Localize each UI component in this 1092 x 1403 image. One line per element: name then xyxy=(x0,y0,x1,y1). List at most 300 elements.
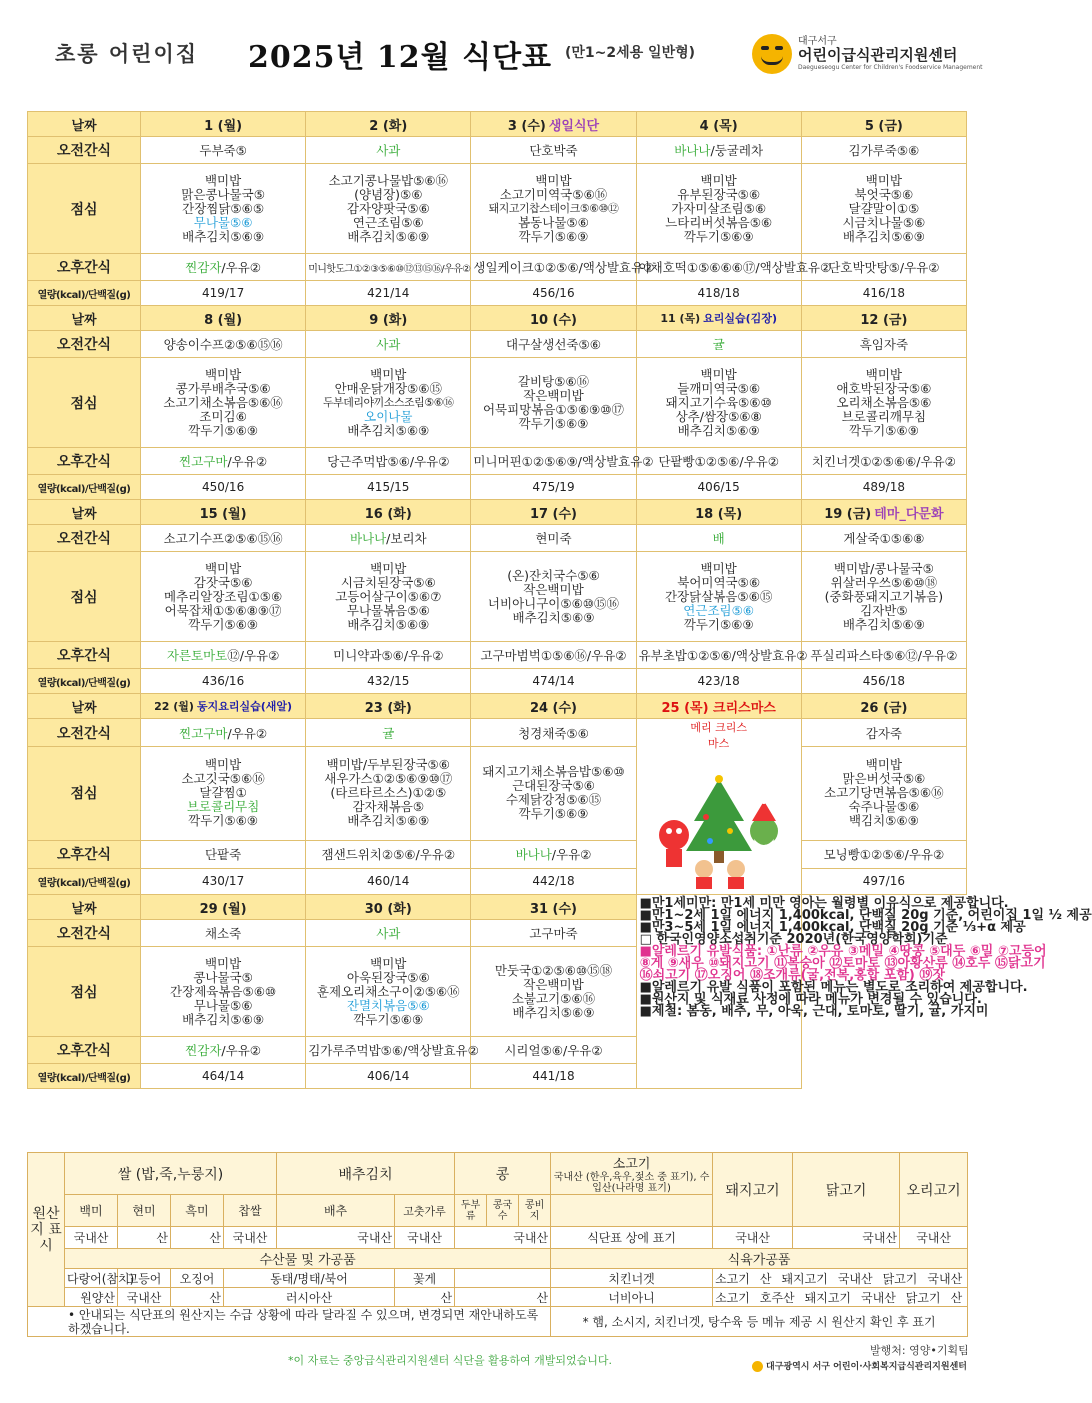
date-cell xyxy=(306,694,471,719)
lunch-item: 조미김⑥ xyxy=(199,408,247,424)
am-snack-text: 단호박죽 xyxy=(529,143,578,158)
lunch-item: 작은백미밥 xyxy=(523,976,584,992)
center-logo-icon xyxy=(752,1361,763,1372)
pm-snack-label: 오후간식 xyxy=(28,840,141,868)
pm-snack-cell xyxy=(636,642,808,669)
notice-line: ■만3~5세 1일 에너지 1,400kcal, 단백질 20g 기준 ⅓+α 제공 xyxy=(639,920,1026,935)
origin-notice-right: * 햄, 소시지, 치킨너겟, 탕수육 등 메뉴 제공 시 원산지 확인 후 표기 xyxy=(551,1307,968,1337)
pm-snack-cell xyxy=(801,840,966,868)
pm-snack-cell xyxy=(141,254,306,281)
lunch-item: 백미밥/콩나물국⑤ xyxy=(833,560,934,576)
am-snack-cell xyxy=(801,137,966,164)
lunch-item: 깍두기⑤⑥⑨ xyxy=(188,422,259,438)
pm-snack-text: 모닝빵①②⑤⑥/우유② xyxy=(823,847,945,863)
page-header xyxy=(0,0,992,100)
am-snack-item: 찐고구마 xyxy=(179,725,228,741)
am-snack-text: 양송이수프②⑤⑥⑮⑯ xyxy=(163,337,283,352)
am-snack-text: 감자죽 xyxy=(865,725,902,741)
lunch-item: 백미밥 xyxy=(204,955,242,971)
lunch-item: 깍두기⑤⑥⑨ xyxy=(353,1011,424,1027)
am-snack-text: 사과 xyxy=(376,337,401,352)
lunch-item: 백미밥 xyxy=(370,366,407,382)
pm-snack-cell xyxy=(306,1037,479,1064)
origin-label: 원산지 표시 xyxy=(28,1153,65,1307)
pm-snack-item: 찐고구마 xyxy=(179,454,228,469)
am-snack-cell xyxy=(801,525,966,552)
date-text: 10 (수) xyxy=(529,312,577,328)
nutrition-value: 460/14 xyxy=(306,868,471,894)
am-snack-text: 현미죽 xyxy=(535,531,572,546)
lunch-label: 점심 xyxy=(28,164,141,254)
nutrition-value: 430/17 xyxy=(141,868,306,894)
date-event: 동지요리실습(새알) xyxy=(196,700,293,713)
date-cell xyxy=(306,895,471,920)
pm-snack-cell xyxy=(801,448,966,475)
lunch-item: 무나물⑤⑥ xyxy=(193,214,253,230)
lunch-item: 갈비탕⑤⑥⑯ xyxy=(517,373,590,389)
lunch-item: 안매운닭개장⑤⑥⑮ xyxy=(334,380,442,396)
lunch-item: 맑은콩나물국⑤ xyxy=(181,186,265,202)
am-snack-item: 바나나 xyxy=(349,531,387,546)
lunch-item: (온)잔치국수⑤⑥ xyxy=(507,567,600,583)
lunch-item: 배추김치⑤⑥⑨ xyxy=(512,1004,595,1020)
lunch-cell xyxy=(471,164,636,254)
lunch-item: 작은백미밥 xyxy=(523,387,584,403)
date-text: 19 (금) xyxy=(824,506,872,522)
date-text: 9 (화) xyxy=(369,312,408,328)
date-cell xyxy=(306,306,471,331)
date-text: 2 (화) xyxy=(369,118,408,134)
am-snack-cell xyxy=(801,331,966,358)
seafood-origin: 산 xyxy=(455,1288,551,1307)
pm-snack-text: 단호박맛탕⑤/우유② xyxy=(828,260,940,275)
seafood-pollock: 동태/명태/북어 xyxy=(224,1269,395,1288)
processed-value: 호주산 xyxy=(759,1290,795,1305)
lunch-item: 무나물⑤⑥ xyxy=(193,997,253,1013)
lunch-item: 연근조림⑤⑥ xyxy=(352,214,424,230)
seafood-origin: 원양산 xyxy=(65,1288,118,1307)
am-snack-cell xyxy=(141,525,306,552)
lunch-cell xyxy=(306,747,471,841)
lunch-item: 유부된장국⑤⑥ xyxy=(677,186,761,202)
processed-value: 소고기 xyxy=(715,1290,750,1305)
lunch-item: 깍두기⑤⑥⑨ xyxy=(683,228,754,244)
date-cell xyxy=(471,500,636,525)
nutrition-value: 406/14 xyxy=(306,1064,471,1089)
lunch-item: 배추김치⑤⑥⑨ xyxy=(677,422,760,438)
menu-table xyxy=(27,111,1092,1089)
date-cell xyxy=(636,306,801,331)
processed-value: 산 xyxy=(950,1290,963,1305)
lunch-item: 소불고기⑤⑥⑯ xyxy=(511,990,596,1006)
lunch-cell xyxy=(636,358,801,448)
lunch-item: 가자미살조림⑤⑥ xyxy=(671,200,767,216)
date-cell xyxy=(801,112,966,137)
lunch-item: 백미밥 xyxy=(204,366,242,382)
processed-value: 돼지고기 xyxy=(804,1290,852,1305)
lunch-item: (양념장)⑤⑥ xyxy=(354,186,423,202)
nutrition-value: 419/17 xyxy=(141,281,306,306)
lunch-item: 배추김치⑤⑥⑨ xyxy=(182,1011,265,1027)
date-text: 4 (목) xyxy=(699,118,738,134)
am-snack-text: 채소죽 xyxy=(204,926,242,941)
origin-sub-chili: 고춧가루 xyxy=(395,1195,455,1227)
lunch-item: 배추김치⑤⑥⑨ xyxy=(182,228,265,244)
publisher: 발행처: 영양•기획팀 xyxy=(870,1344,969,1357)
lunch-item: 돼지고기수육⑤⑥⑩ xyxy=(665,394,772,410)
origin-sub-tofu: 두부류 xyxy=(455,1195,487,1227)
processed-origins xyxy=(713,1288,968,1307)
lunch-item: 백미밥 xyxy=(535,172,572,188)
origin-sub-beancurd: 콩비지 xyxy=(519,1195,551,1227)
notice-line: ■알레르기 유발 식품이 포함된 메뉴는 별도로 조리하여 제공합니다. xyxy=(639,980,1028,995)
pm-snack-cell xyxy=(306,840,471,868)
date-text: 8 (월) xyxy=(204,312,243,328)
am-snack-cell xyxy=(471,719,636,747)
date-text: 25 (목) 크리스마스 xyxy=(661,700,776,716)
processed-item: 너비아니 xyxy=(551,1288,713,1307)
date-text: 11 (목) xyxy=(660,312,701,325)
date-text: 1 (월) xyxy=(204,118,243,134)
lunch-label: 점심 xyxy=(28,552,141,642)
lunch-item: 달걀찜① xyxy=(199,785,247,801)
date-cell xyxy=(471,306,636,331)
date-cell xyxy=(801,306,966,331)
date-text: 24 (수) xyxy=(529,700,577,716)
lunch-cell xyxy=(141,164,306,254)
date-text: 17 (수) xyxy=(529,506,577,522)
lunch-cell xyxy=(471,358,636,448)
lunch-cell xyxy=(636,552,801,642)
date-event: 테마_다문화 xyxy=(874,506,944,522)
lunch-item: 훈제오리채소구이②⑤⑥⑯ xyxy=(316,983,460,999)
processed-value: 닭고기 xyxy=(882,1271,918,1286)
lunch-item: 백미밥 xyxy=(204,172,242,188)
center-logo xyxy=(752,32,983,82)
pm-snack-text: 잼샌드위치②⑤⑥/우유② xyxy=(321,847,456,863)
lunch-cell xyxy=(471,947,636,1037)
date-label: 날짜 xyxy=(28,895,141,920)
am-snack-text: 두부죽⑤ xyxy=(199,143,247,158)
origin-val-blackrice: 산 xyxy=(171,1227,224,1249)
lunch-item: 배추김치⑤⑥⑨ xyxy=(347,813,430,829)
am-snack-cell xyxy=(471,920,636,947)
seafood-crab: 꽃게 xyxy=(395,1269,455,1288)
lunch-item: 연근조림⑤⑥ xyxy=(683,602,755,618)
pm-snack-cell xyxy=(471,840,636,868)
pm-snack-text: 푸실리파스타⑤⑥⑫/우유② xyxy=(810,648,958,663)
notice-line: ⑧게 ⑨새우 ⑩돼지고기 ⑪복숭아 ⑫토마토 ⑬아황산류 ⑭호두 ⑮닭고기 xyxy=(639,956,1046,971)
lunch-item: 수제닭강정⑤⑥⑮ xyxy=(505,792,602,808)
pm-snack-drink: /우유② xyxy=(221,1043,261,1058)
lunch-item: 고등어살구이⑤⑥⑦ xyxy=(335,588,442,604)
am-snack-cell xyxy=(636,331,801,358)
pm-snack-cell xyxy=(141,840,306,868)
am-snack-label: 오전간식 xyxy=(28,920,141,947)
pm-snack-cell xyxy=(471,254,655,281)
notice-line: ■만1~2세 1일 에너지 1,400kcal, 단백질 20g 기준, 어린이집 1일 ½ 제공 xyxy=(639,908,1092,923)
date-label: 날짜 xyxy=(28,694,141,719)
nutrition-value: 436/16 xyxy=(141,669,306,694)
pm-snack-cell xyxy=(306,448,471,475)
date-event: 생일식단 xyxy=(548,118,600,134)
lunch-item: 백미밥 xyxy=(865,172,902,188)
lunch-item: 깍두기⑤⑥⑨ xyxy=(683,616,754,632)
am-snack-text: 배 xyxy=(712,531,725,546)
lunch-cell xyxy=(636,164,801,254)
lunch-item: 만둣국①②⑤⑥⑩⑮⑱ xyxy=(494,962,613,978)
nutrition-label: 열량(kcal)/단백질(g) xyxy=(28,669,141,694)
date-cell xyxy=(306,112,471,137)
origin-bean-header: 콩 xyxy=(455,1153,551,1195)
lunch-cell xyxy=(801,552,966,642)
lunch-item: 배추김치⑤⑥⑨ xyxy=(842,228,925,244)
lunch-item: 콩나물국⑤ xyxy=(193,969,253,985)
page-subtitle: (만1~2세용 일반형) xyxy=(565,45,696,61)
pm-snack-item: 자른토마토 xyxy=(166,648,228,663)
pm-snack-text: 단팥죽 xyxy=(204,847,242,863)
nutrition-value: 418/18 xyxy=(636,281,801,306)
lunch-item: 백미밥 xyxy=(204,560,242,576)
am-snack-cell xyxy=(141,719,306,747)
nutrition-value: 450/16 xyxy=(141,475,306,500)
nutrition-value: 432/15 xyxy=(306,669,471,694)
date-cell xyxy=(141,694,306,719)
lunch-item: 봄동나물⑤⑥ xyxy=(518,214,589,230)
lunch-item: 백미밥 xyxy=(700,366,737,382)
date-cell xyxy=(471,895,636,920)
am-snack-text: 김가루죽⑤⑥ xyxy=(848,143,920,158)
lunch-item: 새우가스①②⑤⑥⑨⑩⑰ xyxy=(324,771,453,787)
date-cell xyxy=(801,500,966,525)
lunch-item: 백미밥 xyxy=(865,366,902,382)
nutrition-value: 421/14 xyxy=(306,281,471,306)
date-cell xyxy=(141,895,306,920)
lunch-item: 북어미역국⑤⑥ xyxy=(677,574,761,590)
origin-sub-beannoodle: 콩국수 xyxy=(487,1195,519,1227)
origin-sub-cabbage: 배추 xyxy=(277,1195,395,1227)
lunch-item: 감자채볶음⑤ xyxy=(352,799,425,815)
logo-district: 대구서구 xyxy=(798,36,837,47)
pm-snack-cell xyxy=(801,642,966,669)
seafood-origin: 산 xyxy=(395,1288,455,1307)
am-snack-label: 오전간식 xyxy=(28,719,141,747)
notice-line: ■만1세미만: 만1세 미만 영아는 월령별 이유식으로 제공합니다. xyxy=(639,896,1009,911)
lunch-item: 브로콜리무침 xyxy=(186,799,260,815)
lunch-item: 소고기콩나물밥⑤⑥⑯ xyxy=(328,172,448,188)
processed-meat-header: 식육가공품 xyxy=(551,1249,968,1269)
logo-center-name: 어린이급식관리지원센터 xyxy=(798,46,958,64)
lunch-item: 숙주나물⑤⑥ xyxy=(848,799,920,815)
origin-val-beef: 식단표 상에 표기 xyxy=(551,1227,713,1249)
lunch-item: 달걀말이①⑤ xyxy=(848,200,920,216)
lunch-cell xyxy=(306,358,471,448)
am-snack-cell xyxy=(636,137,801,164)
origin-pork-header: 돼지고기 xyxy=(713,1153,793,1227)
nutrition-label: 열량(kcal)/단백질(g) xyxy=(28,475,141,500)
notice-cell xyxy=(636,895,1092,1089)
lunch-item: 돼지고기채소볶음밥⑤⑥⑩ xyxy=(482,764,625,780)
am-snack-cell xyxy=(306,719,471,747)
date-cell xyxy=(471,112,636,137)
lunch-item: 어묵피망볶음①⑤⑥⑨⑩⑰ xyxy=(482,401,624,417)
pm-snack-item: 바나나 xyxy=(515,847,552,863)
lunch-item: 근대된장국⑤⑥ xyxy=(512,778,595,794)
nutrition-value: 497/16 xyxy=(801,868,966,894)
pm-snack-drink: /우유② xyxy=(227,454,268,469)
lunch-item: 아욱된장국⑤⑥ xyxy=(346,969,430,985)
lunch-item: 백김치⑤⑥⑨ xyxy=(848,813,919,829)
am-snack-text: 청경채죽⑤⑥ xyxy=(518,725,589,741)
lunch-item: 백미밥 xyxy=(700,172,737,188)
am-snack-drink: /둥굴레차 xyxy=(710,143,764,158)
notice-line: □ 한국인영양소섭취기준 2020년(한국영양학회)기준 xyxy=(639,932,948,947)
pm-snack-cell xyxy=(471,1037,636,1064)
origin-val-rice: 국내산 xyxy=(65,1227,118,1249)
seafood-origin: 국내산 xyxy=(118,1288,171,1307)
lunch-cell xyxy=(141,358,306,448)
lunch-cell xyxy=(141,947,306,1037)
lunch-item: 오이나물 xyxy=(364,408,413,424)
notice-line: ■알레르기 유발식품: ①난류 ②우유 ③메밀 ④땅콩 ⑤대두 ⑥밀 ⑦고등어 xyxy=(639,944,1047,959)
pm-snack-label: 오후간식 xyxy=(28,1037,141,1064)
lunch-item: 간장찜닭⑤⑥⑤ xyxy=(182,200,265,216)
lunch-item: 백미밥 xyxy=(370,955,407,971)
nutrition-value: 441/18 xyxy=(471,1064,636,1089)
xmas-greeting: 메리 크리스마스 xyxy=(690,721,747,750)
am-snack-cell xyxy=(141,331,306,358)
nutrition-value: 406/15 xyxy=(636,475,801,500)
pm-snack-text: 미니핫도그①②③⑤⑥⑩⑫⑬⑮⑯/우유② xyxy=(308,263,471,275)
pm-snack-cell xyxy=(471,642,636,669)
lunch-item: 작은백미밥 xyxy=(523,581,584,597)
am-snack-label: 오전간식 xyxy=(28,525,141,552)
date-text: 23 (화) xyxy=(364,700,412,716)
lunch-item: 무나물볶음⑤⑥ xyxy=(346,602,430,618)
nutrition-value: 415/15 xyxy=(306,475,471,500)
pm-snack-text: 고구마범벅①⑤⑥⑯/우유② xyxy=(480,648,627,663)
origin-notice-left: • 안내되는 식단표의 원산지는 수급 상황에 따라 달라질 수 있으며, 변경되면 재안내하도록 하겠습니다. xyxy=(28,1307,551,1337)
lunch-item: 간장닭살볶음⑤⑥⑮ xyxy=(664,588,773,604)
pm-snack-cell xyxy=(141,642,306,669)
smile-logo-icon xyxy=(752,34,792,74)
source-note: *이 자료는 중앙급식관리지원센터 식단을 활용하여 개발되었습니다. xyxy=(288,1354,613,1367)
date-cell xyxy=(471,694,636,719)
lunch-item: (중화풍돼지고기볶음) xyxy=(824,588,944,604)
pm-snack-text: 치킨너겟①②⑤⑥⑥/우유② xyxy=(811,454,956,469)
lunch-item: 메추리알장조림①⑤⑥ xyxy=(164,588,283,604)
pm-snack-text: 김가루주먹밥⑤⑥/액상발효유② xyxy=(308,1043,479,1058)
am-snack-cell xyxy=(141,920,306,947)
lunch-cell xyxy=(471,552,636,642)
processed-value: 산 xyxy=(759,1271,772,1286)
origin-sub-brownrice: 현미 xyxy=(118,1195,171,1227)
am-snack-cell xyxy=(141,137,306,164)
lunch-item: 애호박된장국⑤⑥ xyxy=(836,380,932,396)
lunch-item: 북엇국⑤⑥ xyxy=(854,186,914,202)
origin-chicken-header: 닭고기 xyxy=(793,1153,900,1227)
pm-snack-label: 오후간식 xyxy=(28,448,141,475)
lunch-item: 김자반⑤ xyxy=(860,602,908,618)
seafood-origin: 러시아산 xyxy=(224,1288,395,1307)
pm-snack-text: 당근주먹밥⑤⑥/우유② xyxy=(327,454,450,469)
am-snack-text: 소고기수프②⑤⑥⑮⑯ xyxy=(163,531,283,546)
lunch-cell xyxy=(306,947,471,1037)
holiday-cell xyxy=(636,719,801,895)
am-snack-label: 오전간식 xyxy=(28,331,141,358)
date-cell xyxy=(306,500,471,525)
origin-sub-glutinous: 찹쌀 xyxy=(224,1195,277,1227)
am-snack-text: 대구살생선죽⑤⑥ xyxy=(506,337,601,352)
date-label: 날짜 xyxy=(28,306,141,331)
lunch-item: 돼지고기찹스테이크⑤⑥⑩⑫ xyxy=(488,201,619,215)
lunch-item: 배추김치⑤⑥⑨ xyxy=(347,616,430,632)
pm-snack-drink: ⑫/우유② xyxy=(227,648,280,663)
pm-snack-cell xyxy=(141,1037,306,1064)
lunch-item: 백미밥 xyxy=(204,757,242,773)
lunch-item: 깍두기⑤⑥⑨ xyxy=(188,616,259,632)
am-snack-cell xyxy=(306,525,471,552)
date-text: 29 (월) xyxy=(199,901,247,917)
processed-value: 돼지고기 xyxy=(781,1271,828,1286)
pm-snack-cell xyxy=(636,448,801,475)
date-label: 날짜 xyxy=(28,112,141,137)
nutrition-value: 475/19 xyxy=(471,475,636,500)
lunch-item: 소고기당면볶음⑤⑥⑯ xyxy=(824,785,944,801)
lunch-item: 콩가루배추국⑤⑥ xyxy=(175,380,271,396)
origin-val-glutinous: 국내산 xyxy=(224,1227,277,1249)
lunch-item: 깍두기⑤⑥⑨ xyxy=(848,422,919,438)
processed-value: 국내산 xyxy=(837,1271,873,1286)
lunch-item: 배추김치⑤⑥⑨ xyxy=(347,422,430,438)
lunch-item: 깍두기⑤⑥⑨ xyxy=(518,228,589,244)
pm-snack-text: 시리얼⑤⑥/우유② xyxy=(504,1043,603,1058)
origin-val-chicken: 국내산 xyxy=(793,1227,900,1249)
date-text: 22 (월) xyxy=(154,700,194,713)
origin-val-cabbage: 국내산 xyxy=(277,1227,395,1249)
lunch-item: 백미밥 xyxy=(700,560,737,576)
am-snack-text: 귤 xyxy=(712,337,725,352)
lunch-item: 두부데리야끼소스조림⑤⑥⑯ xyxy=(323,395,454,409)
processed-value: 국내산 xyxy=(927,1271,963,1286)
am-snack-drink: /우유② xyxy=(227,725,268,741)
origin-val-brownrice: 산 xyxy=(118,1227,171,1249)
origin-beef-header: 소고기 국내산 (한우,육우,젖소 중 표기), 수입산(나라명 표기) xyxy=(551,1153,713,1195)
seafood-mackerel: 고등어 xyxy=(118,1269,171,1288)
date-cell xyxy=(801,694,966,719)
seafood-header: 수산물 및 가공품 xyxy=(65,1249,551,1269)
lunch-item: 시금치나물⑤⑥ xyxy=(842,214,926,230)
nutrition-value: 489/18 xyxy=(801,475,966,500)
logo-english: Daegueseogu Center for Children's Foodservice Management xyxy=(798,64,983,71)
lunch-cell xyxy=(801,358,966,448)
date-text: 18 (목) xyxy=(695,506,743,522)
pm-snack-text: 생일케이크①②⑤⑥/액상발효유② xyxy=(473,260,655,275)
lunch-item: 백미밥/두부된장국⑤⑥ xyxy=(326,757,450,773)
lunch-item: 어묵잡채①⑤⑥⑧⑨⑰ xyxy=(164,602,282,618)
lunch-item: 감자양팟국⑤⑥ xyxy=(346,200,430,216)
date-cell xyxy=(636,500,801,525)
am-snack-text: 게살죽①⑤⑥⑧ xyxy=(843,531,925,546)
am-snack-text: 고구마죽 xyxy=(529,926,578,941)
am-snack-cell xyxy=(306,331,471,358)
christmas-illustration-icon xyxy=(644,751,794,891)
pm-snack-text: 미니머핀①②⑤⑥⑨/액상발효유② xyxy=(473,454,654,469)
date-label: 날짜 xyxy=(28,500,141,525)
pm-snack-drink: /우유② xyxy=(551,847,592,863)
lunch-item: 깍두기⑤⑥⑨ xyxy=(188,813,259,829)
pm-snack-text: 유부초밥①②⑤⑥/액상발효유② xyxy=(638,648,808,663)
